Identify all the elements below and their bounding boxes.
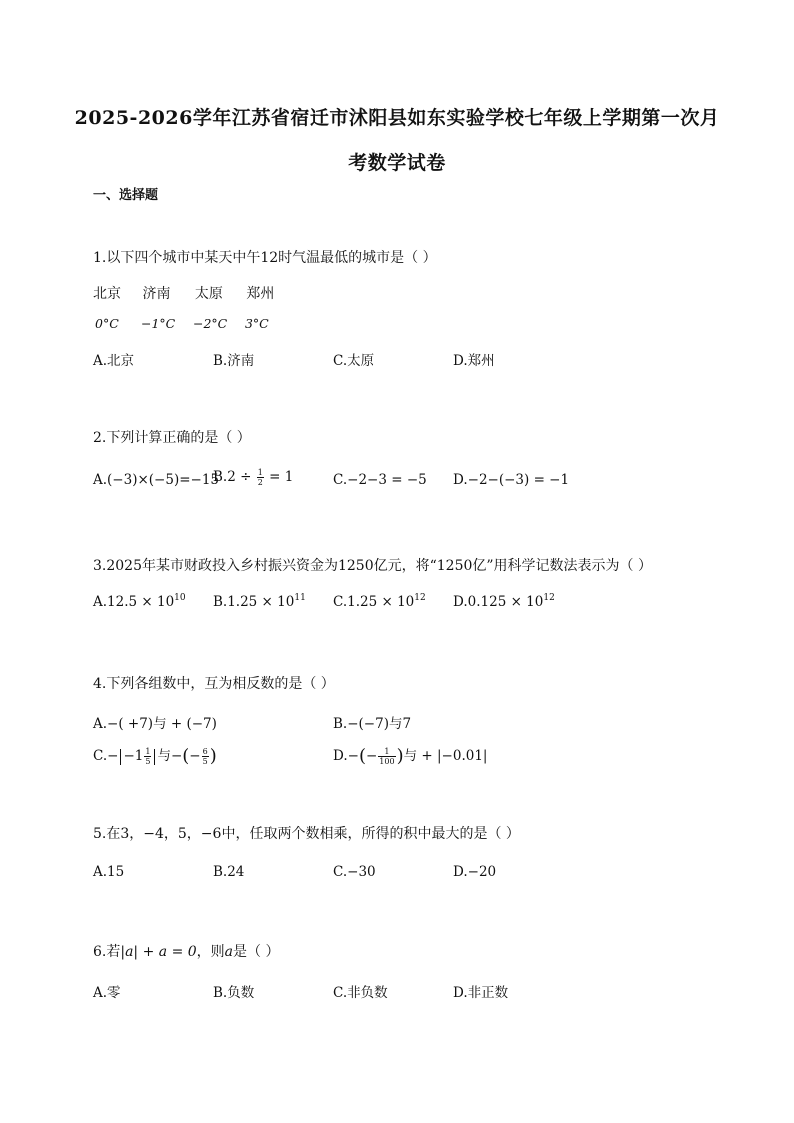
q4-c-mixed-whole: −1 [123,748,144,764]
q6-option-b: B.负数 [213,985,255,1001]
q4-c-fraction-1 [144,747,151,766]
question-6-stem [93,941,279,961]
q6-stem-suffix: 是（ ） [233,944,280,960]
fraction-numerator: 1 [257,468,263,477]
question-2-stem: 2.下列计算正确的是（ ） [93,430,251,446]
q1-temp: −2°C [192,316,228,331]
left-paren: ( [182,745,190,767]
q6-option-c: C.非负数 [333,985,388,1001]
fraction-denominator: 5 [202,757,208,766]
right-paren: ) [396,745,404,767]
q6-stem-mid: ，则 [196,944,225,960]
q4-c-neg: − [189,748,201,764]
q5-option-c: C.−30 [333,864,376,880]
q5-option-d: D.−20 [453,864,497,880]
fraction-denominator: 100 [379,757,395,766]
q3-a-base: A.12.5 × 10 [93,594,175,610]
right-paren: ) [209,745,217,767]
question-4-stem: 4.下列各组数中，互为相反数的是（ ） [93,676,335,692]
question-1-stem: 1.以下四个城市中某天中午12时气温最低的城市是（ ） [93,250,437,266]
question-3-stem: 3.2025年某市财政投入乡村振兴资金为1250亿元，将“1250亿”用科学记数法表示为（ ） [93,558,653,574]
q4-option-a: A.−( +7)与 + (−7) [93,716,217,732]
q6-equation: |a| + a = 0 [120,944,197,960]
question-5-stem: 5.在3，−4，5，−6中，任取两个数相乘，所得的积中最大的是（ ） [93,826,520,842]
fraction-numerator: 1 [145,747,151,756]
q3-option-a [93,594,186,610]
q1-option-d: D.郑州 [453,353,495,369]
q1-temp-row [93,316,269,331]
q4-c-and: 与− [157,748,183,764]
q2-b-prefix: B.2 ÷ [213,469,252,485]
q2-option-b [213,468,293,487]
fraction-numerator: 1 [378,747,395,757]
q2-option-d: D.−2−(−3) = −1 [453,472,570,488]
q3-option-d [453,594,555,610]
q3-option-b [213,594,306,610]
abs-bar [120,749,121,765]
q4-option-d: D.−(− $\frac{1}{100}$ )与 + |−0.01| [333,745,488,767]
q4-option-b: B.−(−7)与7 [333,716,412,732]
q4-option-c [93,744,217,766]
q2-b-suffix: = 1 [269,469,294,485]
q3-b-base: B.1.25 × 10 [213,594,295,610]
fraction-denominator: 2 [257,478,263,487]
q3-d-exponent: 12 [543,593,555,603]
q1-option-c: C.太原 [333,353,375,369]
fraction-numerator: 6 [202,747,208,756]
q6-option-a: A.零 [93,985,121,1001]
q3-d-base: D.0.125 × 10 [453,594,544,610]
q4-c-fraction-2 [202,747,209,766]
q6-option-d: D.非正数 [453,985,509,1001]
q1-option-b: B.济南 [213,353,255,369]
q2-option-c: C.−2−3 = −5 [333,472,427,488]
q4-d-suffix: 与 + |−0.01| [403,748,488,764]
q1-city: 北京 [93,286,121,302]
q6-variable: a [224,944,234,960]
section-heading: 一、选择题 [93,188,159,203]
q4-d-fraction [378,747,395,766]
q4-d-prefix: D.− [333,748,359,764]
q5-option-b: B.24 [213,864,245,880]
q1-temp: 0°C [95,316,119,331]
q1-temp: −1°C [140,316,176,331]
q3-b-exponent: 11 [294,593,306,603]
exam-title-line2: 考数学试卷 [348,152,446,174]
q3-c-exponent: 12 [414,593,426,603]
q3-a-exponent: 10 [174,593,186,603]
q1-city: 济南 [142,286,171,302]
q3-c-base: C.1.25 × 10 [333,594,415,610]
abs-bar [154,749,155,765]
q4-c-prefix: C.− [93,748,119,764]
q5-option-a: A.15 [93,864,125,880]
exam-title-line1: 2025-2026学年江苏省宿迁市沭阳县如东实验学校七年级上学期第一次月 [74,107,720,129]
q2-option-a: A.(−3)×(−5)=−15 [93,472,220,488]
q6-stem-prefix: 6.若 [93,944,121,960]
q3-option-c [333,594,426,610]
q1-city: 郑州 [246,286,275,302]
q1-city-row [93,283,274,303]
q1-city: 太原 [194,286,223,302]
q2-b-fraction [257,468,264,487]
q1-option-a: A.北京 [93,353,135,369]
fraction-denominator: 5 [145,757,151,766]
left-paren: ( [358,745,366,767]
q1-temp: 3°C [244,316,269,331]
